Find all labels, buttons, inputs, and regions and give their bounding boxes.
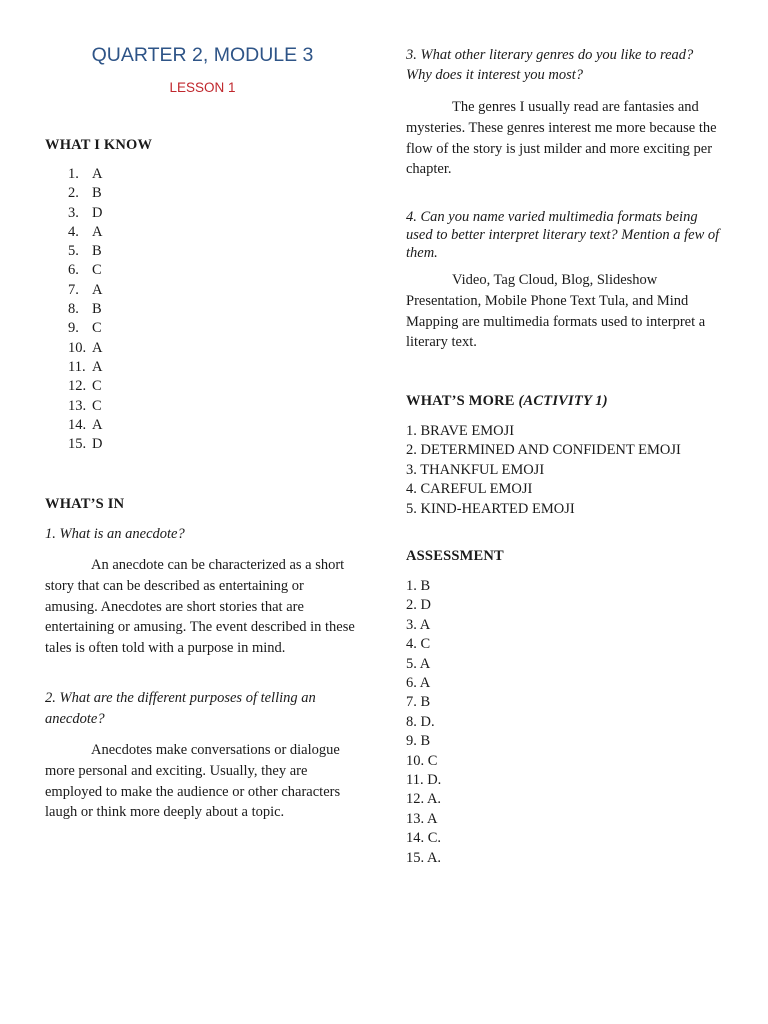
list-item: 2. DETERMINED AND CONFIDENT EMOJI (406, 442, 681, 459)
list-item: 1. A (68, 166, 103, 182)
list-item: 15. D (68, 436, 103, 453)
list-item: 13. C (68, 397, 102, 414)
list-item: 11. A (68, 358, 103, 375)
list-item: 5. A (406, 655, 431, 672)
list-item: 3. D (68, 204, 103, 221)
assessment-heading: ASSESSMENT (406, 548, 504, 564)
list-item: 15. A. (406, 849, 442, 866)
list-item: 1. BRAVE EMOJI (406, 423, 515, 439)
assessment-list (406, 577, 441, 868)
list-item: 5. B (68, 243, 102, 260)
list-item: 9. C (68, 320, 102, 337)
list-item: 10. A (68, 339, 103, 356)
question-1: 1. What is an anecdote? (45, 526, 185, 542)
list-item: 3. A (406, 616, 431, 633)
page-title: QUARTER 2, MODULE 3 (91, 44, 314, 66)
list-item: 6. C (68, 262, 102, 279)
whats-more-heading: WHAT’S MORE (ACTIVITY 1) (406, 393, 608, 409)
question-4: 4. Can you name varied multimedia formats being used to better interpret literary text? Mention a few of them. (406, 209, 720, 261)
list-item: 14. C. (406, 830, 442, 847)
list-item: 4. A (68, 223, 103, 240)
list-item: 3. THANKFUL EMOJI (406, 461, 545, 478)
list-item: 4. C (406, 636, 431, 653)
list-item: 12. A. (406, 791, 442, 808)
list-item: 11. D. (406, 772, 442, 789)
whats-in-heading: WHAT’S IN (45, 496, 125, 512)
what-i-know-list (68, 165, 102, 454)
list-item: 9. B (406, 733, 431, 750)
activity-label: (ACTIVITY 1) (518, 393, 608, 409)
list-item: 4. CAREFUL EMOJI (406, 481, 533, 498)
answer-4: Video, Tag Cloud, Blog, Slideshow Presentation, Mobile Phone Text Tula, and Mind Mapping are multimedia formats used to interpret a literary text. (406, 272, 706, 351)
list-item: 14. A (68, 416, 103, 433)
list-item: 6. A (406, 675, 431, 692)
answer-3: The genres I usually read are fantasies and mysteries. These genres interest me more because the flow of the story is just milder and more exciting per chapter. (406, 99, 717, 178)
whats-more-list (406, 422, 681, 519)
answer-1: An anecdote can be characterized as a short story that can be described as entertaining or amusing. Anecdotes are short stories that are entertaining or amusing. The event described in these tales is often told with a purpose in mind. (45, 557, 355, 657)
list-item: 10. C (406, 752, 438, 769)
list-item: 1. B (406, 578, 431, 594)
answer-2: Anecdotes make conversations or dialogue more personal and exciting. Usually, they are employed to make the audience or other characters laugh or think more deeply about a topic. (45, 742, 341, 821)
list-item: 12. C (68, 378, 102, 395)
list-item: 2. B (68, 185, 102, 202)
list-item: 2. D (406, 597, 431, 614)
list-item: 13. A (406, 810, 438, 827)
lesson-label: LESSON 1 (169, 80, 236, 95)
list-item: 5. KIND-HEARTED EMOJI (406, 500, 575, 517)
question-2: 2. What are the different purposes of telling an anecdote? (45, 690, 316, 727)
list-item: 8. D. (406, 713, 435, 730)
what-i-know-heading: WHAT I KNOW (45, 137, 153, 153)
list-item: 8. B (68, 301, 102, 318)
list-item: 7. A (68, 281, 103, 298)
question-3: 3. What other literary genres do you like to read? Why does it interest you most? (406, 47, 694, 83)
list-item: 7. B (406, 694, 431, 711)
